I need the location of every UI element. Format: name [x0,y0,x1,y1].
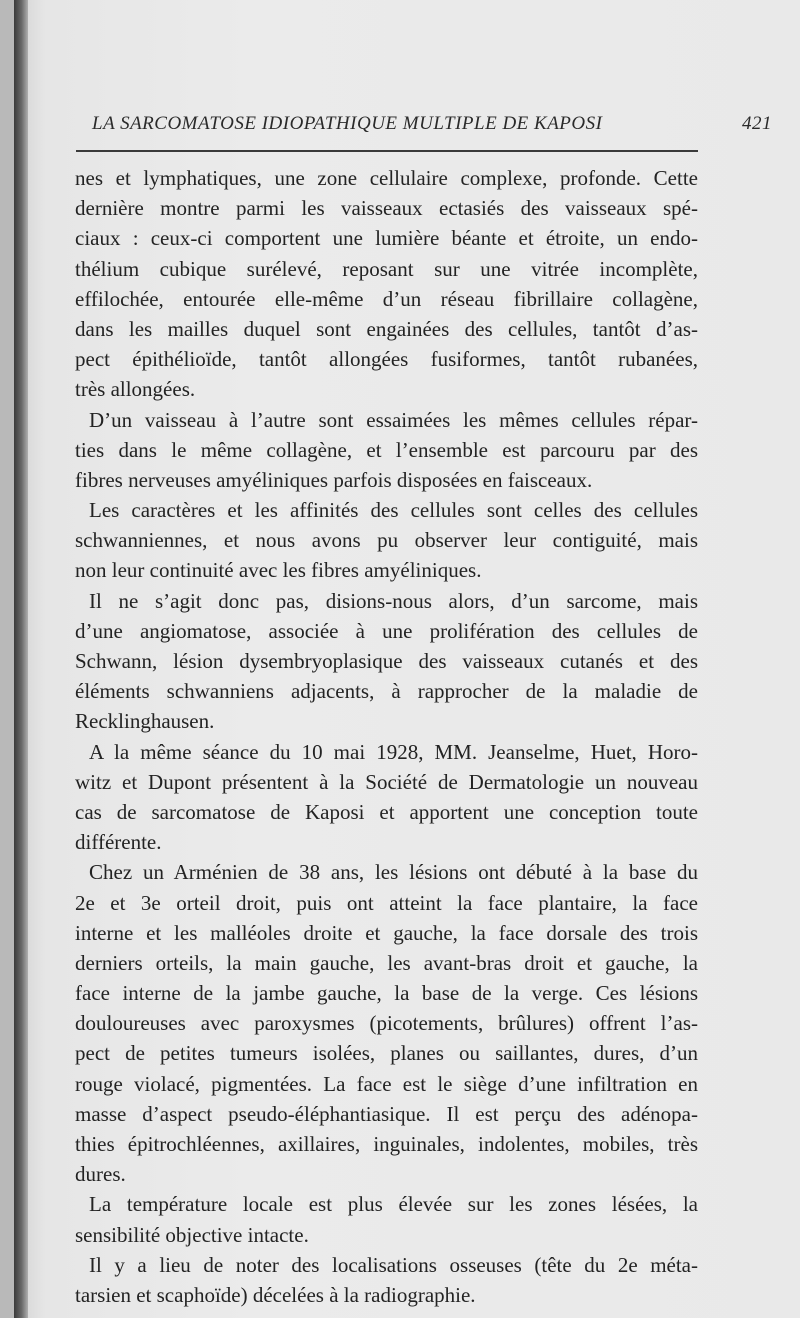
body-text [75,163,698,1310]
text-line: Schwann, lésion dysembryoplasique des vaisseaux cutanés et des [75,649,698,673]
text-line: Les caractères et les affinités des cellules sont celles des cellules [89,498,698,523]
text-line: très allongées. [75,377,196,402]
text-line: rouge violacé, pigmentées. La face est le siège d’une infiltration en [75,1071,698,1096]
book-page [14,0,800,1318]
running-head-title: LA SARCOMATOSE IDIOPATHIQUE MULTIPLE DE KAPOSI [92,113,603,134]
header-rule [76,150,698,152]
text-line: pect de petites tumeurs isolées, planes ou saillantes, dures, d’un [75,1041,698,1066]
text-line: Recklinghausen. [75,709,215,734]
text-line: sensibilité objective intacte. [75,1222,309,1247]
text-line: Chez un Arménien de 38 ans, les lésions ont débuté à la base du [89,860,698,885]
text-line: masse d’aspect pseudo-éléphantiasique. Il est perçu des adénopa- [75,1101,698,1126]
text-line: pect épithélioïde, tantôt allongées fusiformes, tantôt rubanées, [75,347,698,372]
text-line: thies épitrochléennes, axillaires, inguinales, indolentes, mobiles, très [75,1132,698,1156]
text-line: différente. [75,830,162,855]
text-line: nes et lymphatiques, une zone cellulaire complexe, profonde. Cette [75,166,698,190]
text-line: Il y a lieu de noter des localisations osseuses (tête du 2e méta- [89,1252,698,1277]
text-line: dans les mailles duquel sont engainées des cellules, tantôt d’as- [75,316,698,341]
text-line: fibres nerveuses amyéliniques parfois disposées en faisceaux. [75,467,593,492]
page-number: 421 [742,113,772,134]
binding-shadow [14,0,28,1318]
text-line: interne et les malléoles droite et gauche, la face dorsale des trois [75,920,698,945]
text-line: face interne de la jambe gauche, la base de la verge. Ces lésions [75,981,698,1006]
text-line: D’un vaisseau à l’autre sont essaimées les mêmes cellules répar- [89,407,698,432]
text-line: dernière montre parmi les vaisseaux ectasiés des vaisseaux spé- [75,196,698,221]
text-line: d’une angiomatose, associée à une prolifération des cellules de [75,618,698,643]
text-line: Il ne s’agit donc pas, disions-nous alors, d’un sarcome, mais [89,588,698,613]
text-line: La température locale est plus élevée sur les zones lésées, la [89,1192,698,1217]
text-line: cas de sarcomatose de Kaposi et apportent une conception toute [75,799,698,824]
text-line: ties dans le même collagène, et l’ensemble est parcouru par des [75,437,698,462]
text-line: 2e et 3e orteil droit, puis ont atteint la face plantaire, la face [75,890,698,915]
running-head [92,113,772,143]
text-line: tarsien et scaphoïde) décelées à la radiographie. [75,1282,476,1307]
text-line: douloureuses avec paroxysmes (picotements, brûlures) offrent l’as- [75,1011,698,1036]
text-line: A la même séance du 10 mai 1928, MM. Jeanselme, Huet, Horo- [89,739,698,764]
text-line: éléments schwanniens adjacents, à rapprocher de la maladie de [75,679,698,704]
text-line: thélium cubique surélevé, reposant sur une vitrée incomplète, [75,256,698,281]
text-line: non leur continuité avec les fibres amyéliniques. [75,558,482,583]
text-line: effilochée, entourée elle-même d’un réseau fibrillaire collagène, [75,286,698,311]
text-line: dures. [75,1162,126,1187]
text-line: witz et Dupont présentent à la Société de Dermatologie un nouveau [75,769,698,794]
text-line: ciaux : ceux-ci comportent une lumière béante et étroite, un endo- [75,226,698,251]
text-line: schwanniennes, et nous avons pu observer leur contiguité, mais [75,528,698,553]
text-line: derniers orteils, la main gauche, les avant-bras droit et gauche, la [75,950,698,975]
